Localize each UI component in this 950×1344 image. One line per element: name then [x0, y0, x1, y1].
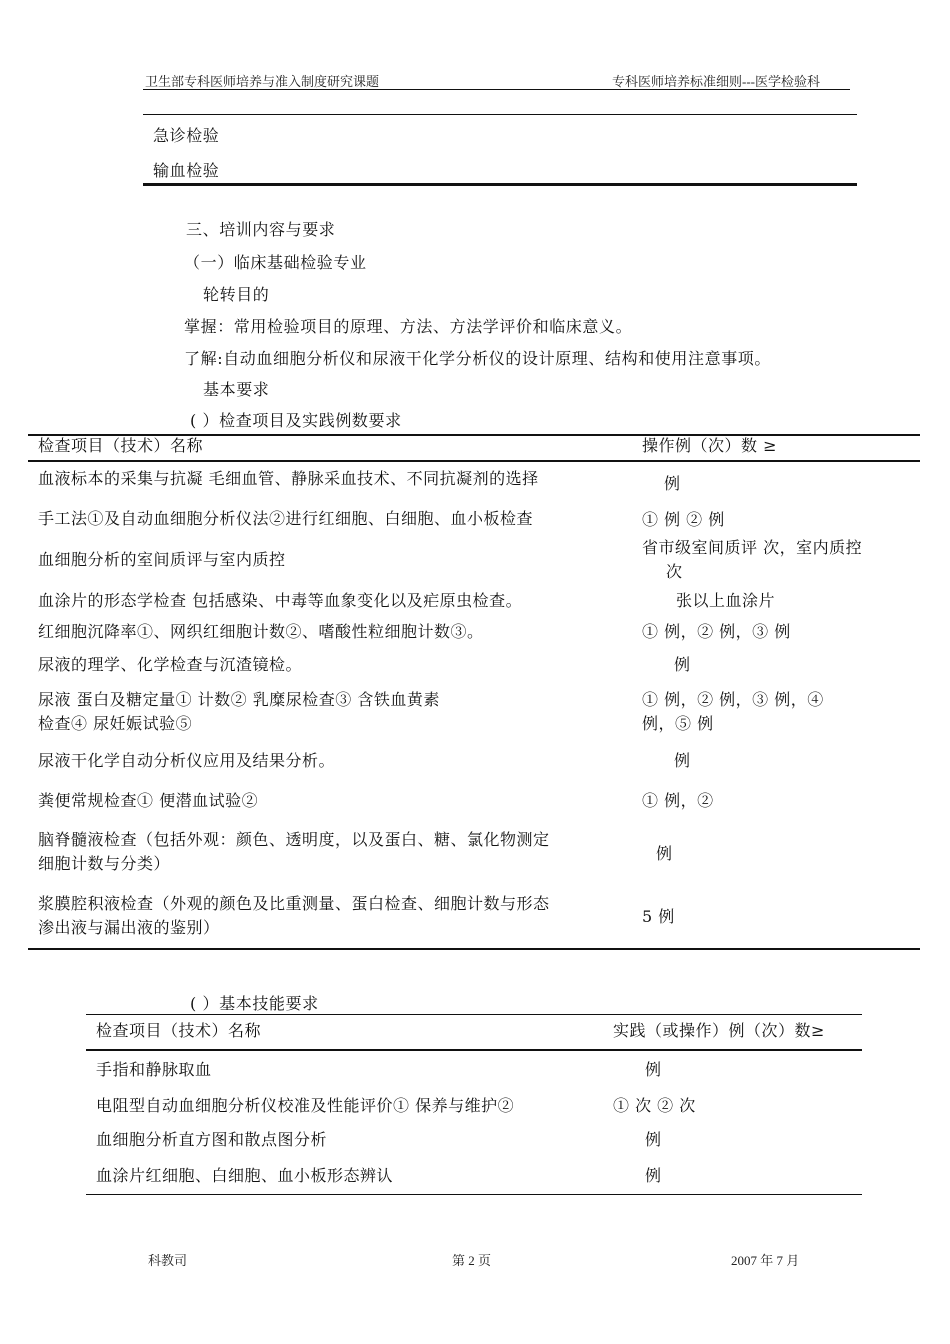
section-heading: 三、培训内容与要求: [186, 220, 336, 239]
table2-header-rule: [86, 1049, 862, 1051]
goal-title: 轮转目的: [203, 285, 270, 304]
table2-header-name: 检查项目（技术）名称: [96, 1021, 262, 1040]
header-left: 卫生部专科医师培养与准入制度研究课题: [145, 74, 380, 89]
table1-row-name: 尿液干化学自动分析仪应用及结果分析。: [38, 751, 336, 770]
table1-row-count: 例: [674, 655, 691, 674]
table1-header-count: 操作例（次）数 ≥: [642, 436, 777, 455]
table2-row-name: 电阻型自动血细胞分析仪校准及性能评价① 保养与维护②: [96, 1096, 515, 1115]
table1-row-name-cont: 渗出液与漏出液的鉴别）: [38, 918, 220, 937]
table1-row-name: 脑脊髓液检查（包括外观：颜色、透明度，以及蛋白、糖、氯化物测定: [38, 830, 550, 849]
footer-page-number: 第 2 页: [452, 1253, 492, 1268]
table1-row-count: ① 例，② 例，③ 例: [642, 622, 791, 641]
table2-top-rule: [86, 1014, 862, 1015]
table1-row-count: ① 例 ② 例: [642, 510, 725, 529]
table1-row-name: 尿液 蛋白及糖定量① 计数② 乳糜尿检查③ 含铁血黄素: [38, 690, 440, 709]
table1-row-name: 浆膜腔积液检查（外观的颜色及比重测量、蛋白检查、细胞计数与形态: [38, 894, 550, 913]
table1-row-count: ① 例，② 例，③ 例，④: [642, 690, 824, 709]
basic-requirements-title: 基本要求: [203, 380, 270, 399]
table2-row-count: 例: [645, 1130, 662, 1149]
table1-row-name-cont: 检查④ 尿妊娠试验⑤: [38, 714, 193, 733]
top-list-bottom-rule: [143, 183, 857, 186]
table1-row-name: 手工法①及自动血细胞分析仪法②进行红细胞、白细胞、血小板检查: [38, 509, 534, 528]
header-rule: [143, 89, 850, 90]
table1-row-name: 血涂片的形态学检查 包括感染、中毒等血象变化以及疟原虫检查。: [38, 591, 523, 610]
table2-header-count: 实践（或操作）例（次）数≥: [613, 1021, 825, 1040]
table1-row-count: 例: [664, 474, 681, 493]
table2-row-name: 血细胞分析直方图和散点图分析: [96, 1130, 328, 1149]
table1-row-name: 尿液的理学、化学检查与沉渣镜检。: [38, 655, 303, 674]
table1-bottom-rule: [28, 948, 920, 950]
top-list-item-emergency: 急诊检验: [153, 126, 220, 145]
table1-row-count: 例: [656, 844, 673, 863]
top-list-rule: [143, 114, 857, 115]
understand-text: 了解:自动血细胞分析仪和尿液干化学分析仪的设计原理、结构和使用注意事项。: [184, 349, 771, 368]
table1-row-count: 5 例: [642, 907, 675, 926]
table1-row-count: ① 例，②: [642, 791, 714, 810]
footer-date: 2007 年 7 月: [731, 1253, 800, 1268]
table2-title: ( ）基本技能要求: [190, 994, 319, 1013]
table2-bottom-rule: [86, 1194, 862, 1195]
table1-row-name: 红细胞沉降率①、网织红细胞计数②、嗜酸性粒细胞计数③。: [38, 622, 484, 641]
section-subheading: （一）临床基础检验专业: [184, 253, 367, 272]
table1-row-name: 粪便常规检查① 便潜血试验②: [38, 791, 259, 810]
table2-row-count: 例: [645, 1166, 662, 1185]
table1-header-rule: [28, 460, 920, 462]
footer-left: 科教司: [148, 1253, 188, 1268]
table1-row-name: 血细胞分析的室间质评与室内质控: [38, 550, 286, 569]
master-text: 掌握：常用检验项目的原理、方法、方法学评价和临床意义。: [184, 317, 633, 336]
table1-row-count: 例: [674, 751, 691, 770]
table2-row-count: 例: [645, 1060, 662, 1079]
table1-header-name: 检查项目（技术）名称: [38, 436, 204, 455]
top-list-item-transfusion: 输血检验: [153, 161, 220, 180]
table1-row-name-cont: 细胞计数与分类）: [38, 854, 171, 873]
table2-row-name: 血涂片红细胞、白细胞、血小板形态辨认: [96, 1166, 394, 1185]
table1-row-count: 省市级室间质评 次，室内质控: [642, 538, 863, 557]
table1-row-count: 张以上血涂片: [676, 591, 776, 610]
table1-row-count-cont: 次: [666, 562, 683, 581]
table2-row-count: ① 次 ② 次: [613, 1096, 696, 1115]
table2-row-name: 手指和静脉取血: [96, 1060, 212, 1079]
header-right: 专科医师培养标准细则---医学检验科: [612, 74, 820, 89]
table1-row-count-cont: 例，⑤ 例: [642, 714, 714, 733]
table1-title: ( ）检查项目及实践例数要求: [190, 411, 402, 430]
table1-row-name: 血液标本的采集与抗凝 毛细血管、静脉采血技术、不同抗凝剂的选择: [38, 469, 539, 488]
